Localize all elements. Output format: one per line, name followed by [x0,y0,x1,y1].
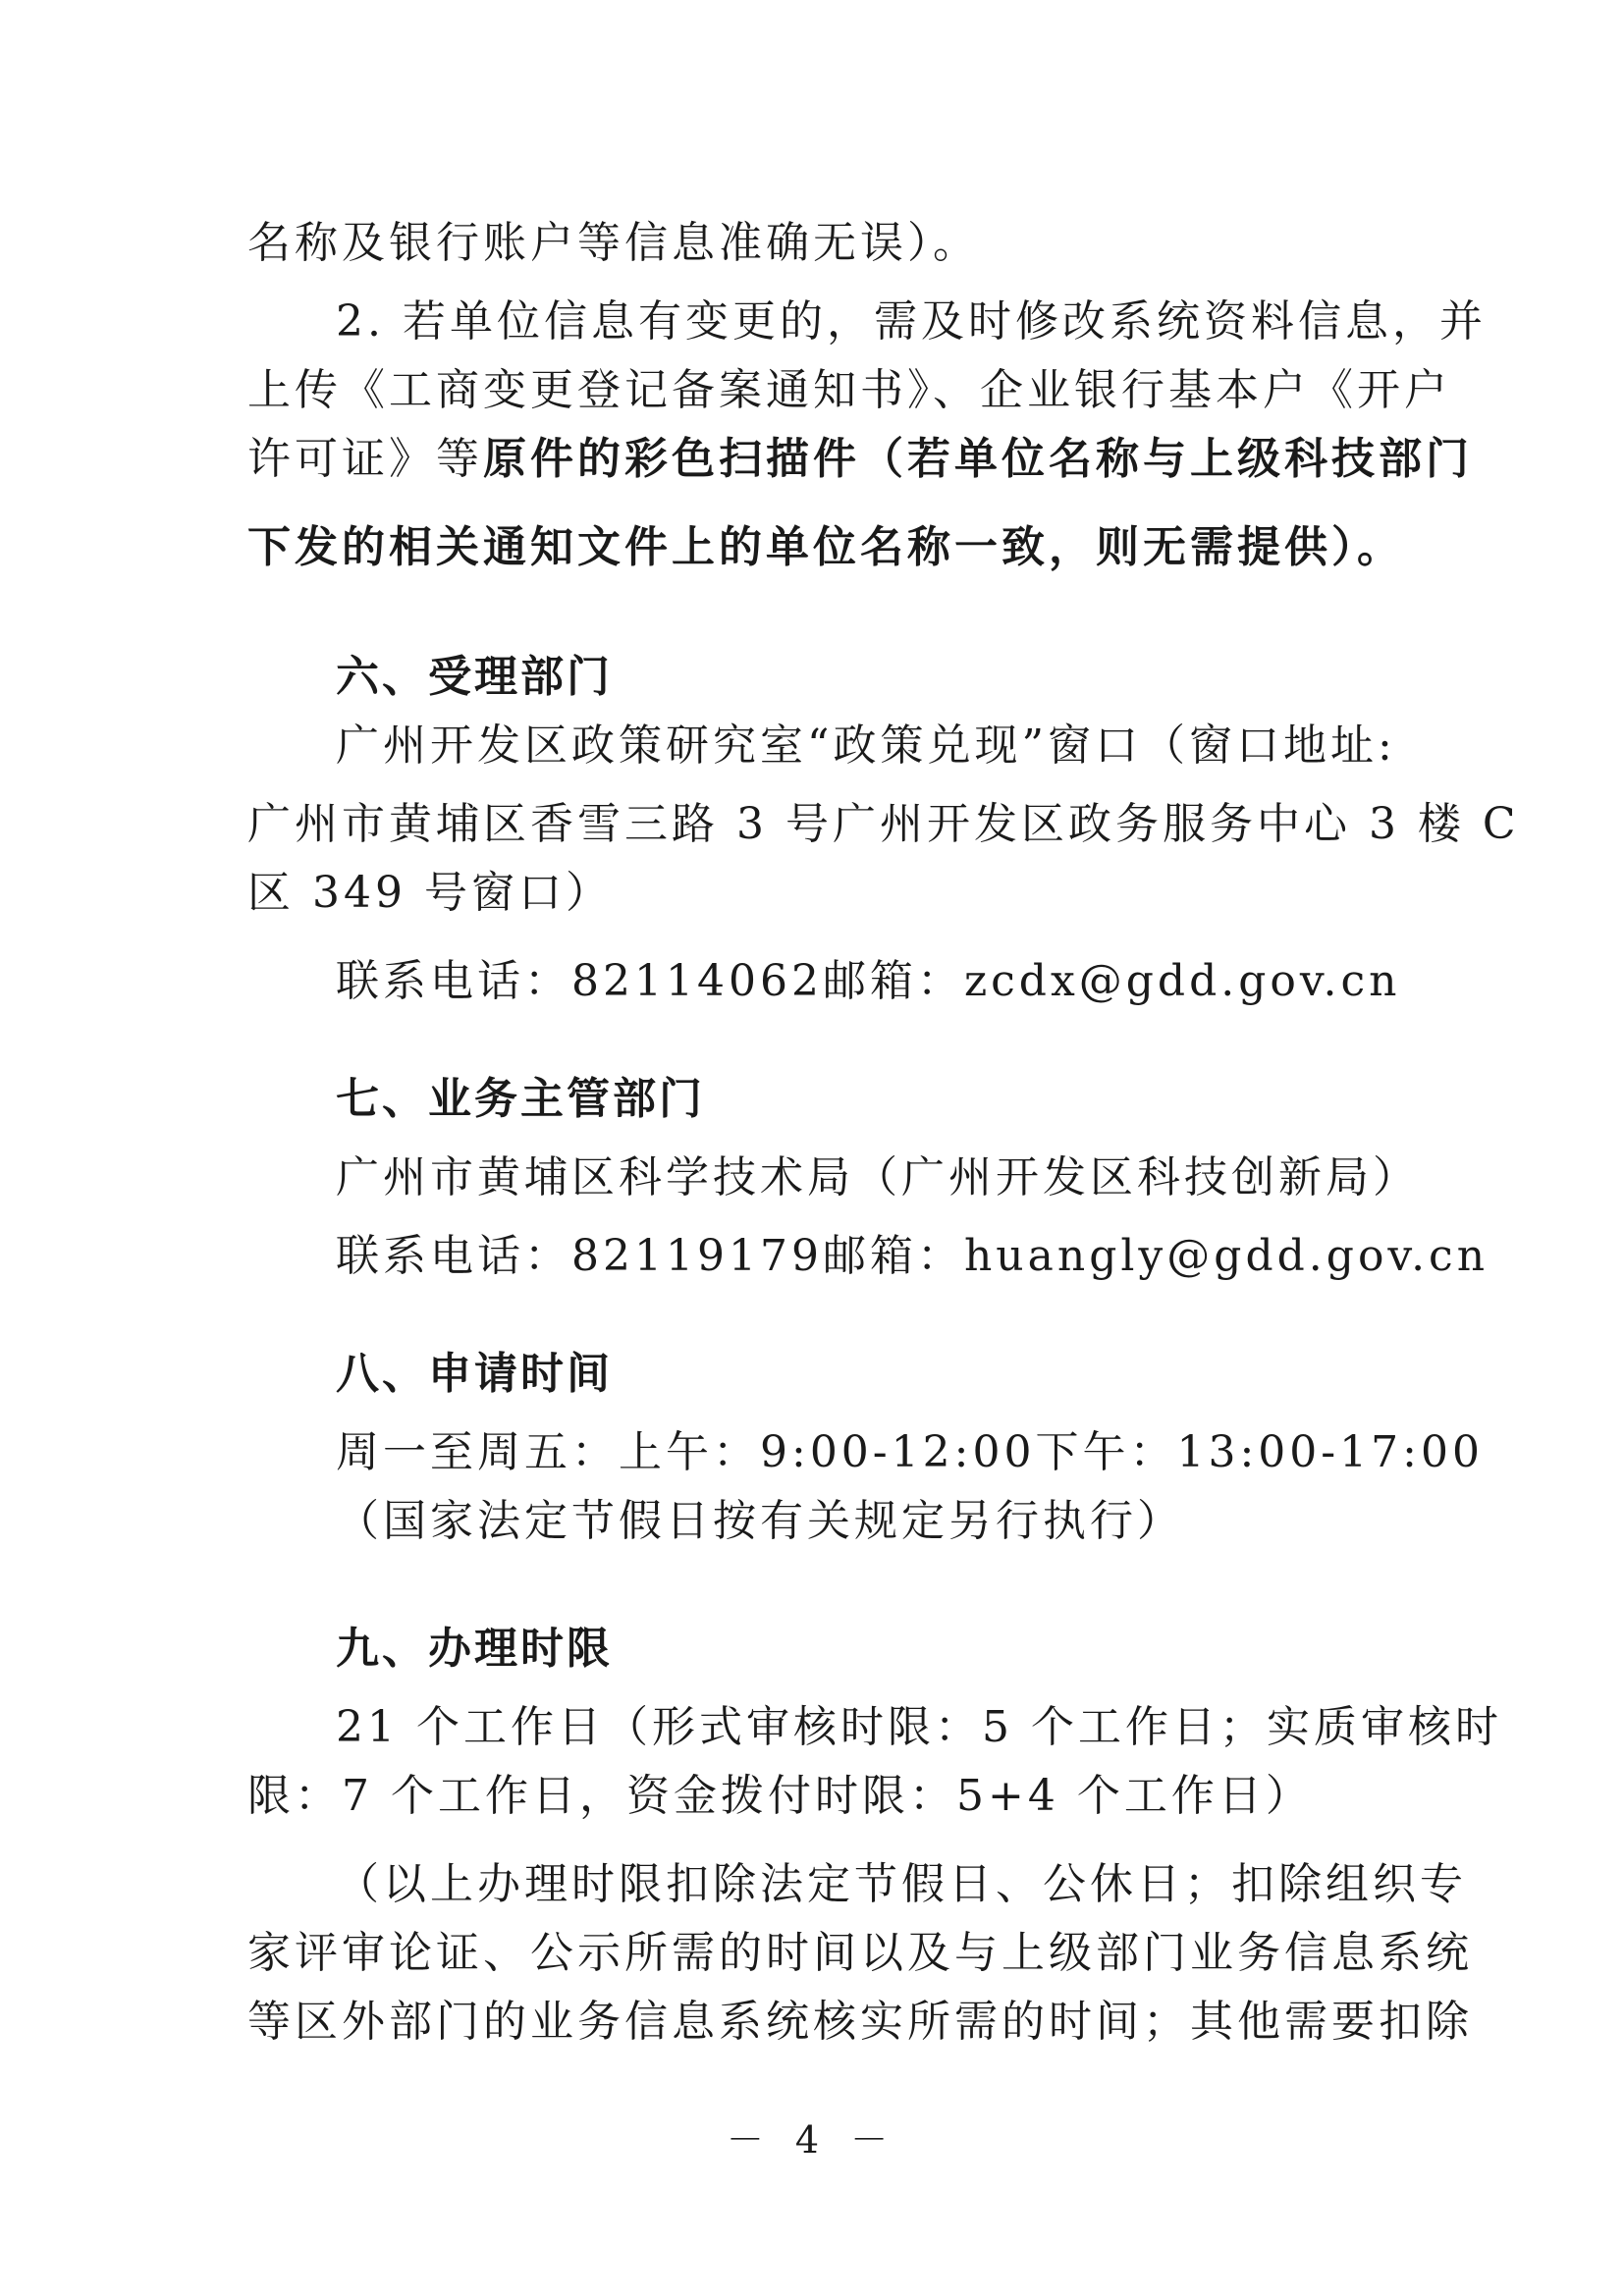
paragraph-line: 广州市黄埔区科学技术局（广州开发区科技创新局） [336,1152,1420,1202]
paragraph-line: 2. 若单位信息有变更的，需及时修改系统资料信息，并 [336,296,1487,347]
email-text: 邮箱：zcdx@gdd.gov.cn [822,956,1401,1006]
phone-text: 联系电话：82114062 [336,956,823,1006]
contact-row [336,947,1401,1016]
text-bold: 原件的彩色扫描件（若单位名称与上级科技部门 [483,434,1473,484]
email-text: 邮箱：huangly@gdd.gov.cn [822,1231,1489,1281]
paragraph-line: （国家法定节假日按有关规定另行执行） [336,1496,1184,1546]
paragraph-line: 广州开发区政策研究室“政策兑现”窗口（窗口地址: [336,721,1396,771]
time-row [336,1418,1484,1487]
phone-text: 联系电话：82119179 [336,1231,823,1281]
section-heading: 九、办理时限 [336,1624,613,1674]
paragraph-line: 区 349 号窗口） [247,868,613,918]
paragraph-line-bold: 下发的相关通知文件上的单位名称一致，则无需提供）。 [247,522,1404,572]
paragraph-line: （以上办理时限扣除法定节假日、公休日；扣除组织专 [336,1859,1467,1909]
text-normal: 许可证》等 [247,434,483,484]
page-number: － 4 － [726,2118,898,2162]
paragraph-line: 限：7 个工作日，资金拨付时限：5+4 个工作日） [247,1771,1313,1821]
section-heading: 六、受理部门 [336,652,613,702]
paragraph-line: 广州市黄埔区香雪三路 3 号广州开发区政务服务中心 3 楼 C [247,799,1520,849]
contact-row [336,1222,1489,1291]
section-heading: 八、申请时间 [336,1349,613,1399]
paragraph-line: 21 个工作日（形式审核时限：5 个工作日；实质审核时 [336,1702,1502,1752]
paragraph-line: 等区外部门的业务信息系统核实所需的时间；其他需要扣除 [247,1997,1473,2047]
paragraph-line [247,425,1473,494]
paragraph-line: 上传《工商变更登记备案通知书》、企业银行基本户《开户 [247,365,1451,415]
paragraph-line: 名称及银行账户等信息准确无误）。 [247,218,980,268]
section-heading: 七、业务主管部门 [336,1074,705,1124]
afternoon-time: 下午：13:00-17:00 [1035,1427,1484,1477]
paragraph-line: 家评审论证、公示所需的时间以及与上级部门业务信息系统 [247,1928,1473,1978]
morning-time: 周一至周五：上午：9:00-12:00 [336,1427,1036,1477]
